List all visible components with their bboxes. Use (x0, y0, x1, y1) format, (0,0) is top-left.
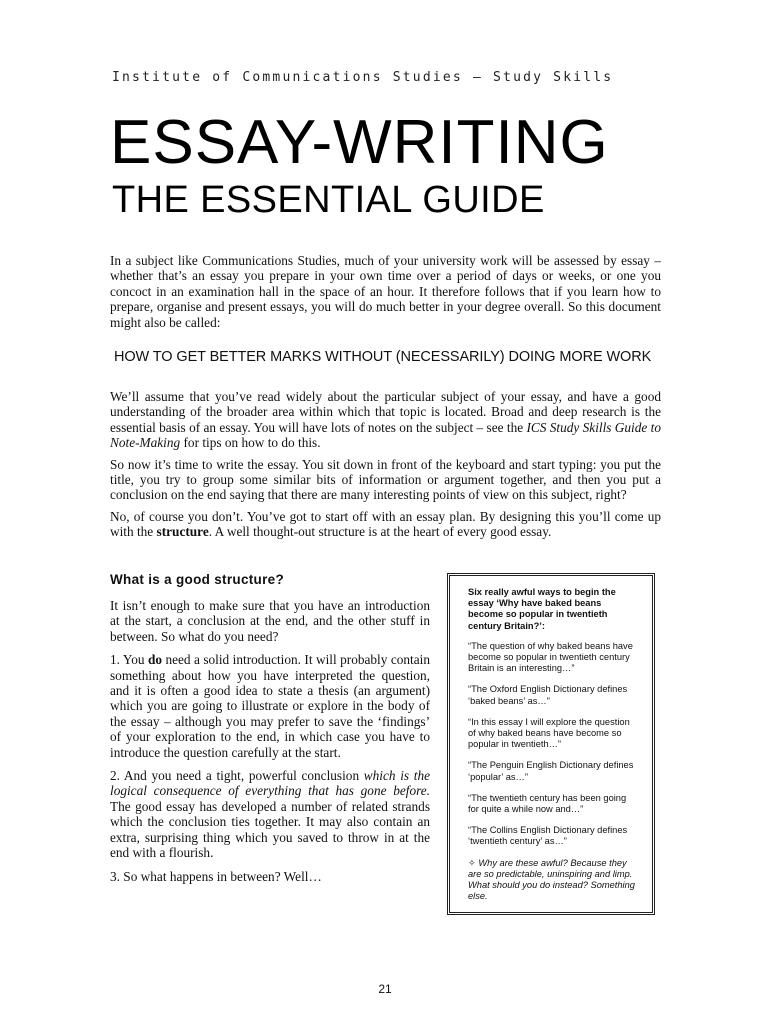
sidebar-note: ✧ Why are these awful? Because they are so predictable, uninspiring and limp. What should you do instead? Something else. (468, 857, 635, 902)
body-paragraph-1 (110, 389, 661, 451)
body-paragraph-3 (110, 509, 661, 540)
sidebar-example-5: “The twentieth century has been going for quite a while now and…” (468, 792, 627, 815)
structure-emphasis: structure (156, 524, 209, 540)
body-text (110, 389, 661, 546)
structure-section-text (110, 598, 430, 892)
sidebar-example-4: “The Penguin English Dictionary defines ‘popular’ as…” (468, 760, 634, 782)
body-paragraph-1-end: for tips on how to do this. (180, 435, 321, 451)
sidebar-title: Six really awful ways to begin the essay ‘Why have baked beans become so popular in twentieth century Britain?’: (468, 587, 616, 631)
structure-paragraph-1: It isn’t enough to make sure that you have an introduction at the start, a conclusion at the end, and the other stuff in between. So what do you need? (110, 598, 430, 644)
structure-paragraph-2-end: need a solid introduction. It will probably contain something about how you have interpreted the question, and it is often a good idea to state a thesis (an argument) which you are going to illustrate or explore in the body of the essay – although you may prefer to save the ‘findings’ of your exploration to the end, in which case you have to introduce the question carefully at the start. (110, 652, 430, 760)
structure-paragraph-3 (110, 768, 430, 860)
structure-paragraph-2-start: 1. You (110, 652, 148, 668)
sidebar-example-6: “The Collins English Dictionary defines ‘twentieth century’ as…” (468, 825, 628, 847)
document-title: ESSAY-WRITING (110, 108, 609, 177)
running-header: Institute of Communications Studies – Study Skills (112, 70, 614, 85)
structure-paragraph-3-end: The good essay has developed a number of related strands which the conclusion ties together. It may also contain an extra, surprising thing which you saved to throw in at the end with a flourish. (110, 798, 430, 861)
conclusion-emphasis: which is the logical consequence of everything that has gone before. (110, 768, 430, 799)
document-subtitle: THE ESSENTIAL GUIDE (112, 179, 545, 221)
section-heading: What is a good structure? (110, 572, 285, 587)
page-number: 21 (378, 982, 392, 996)
body-paragraph-1-text: We’ll assume that you’ve read widely about the particular subject of your essay, and have a good understanding of the broader area within which that topic is located. Broad and deep research is the essential basis of an essay. You will have lots of notes on the subject – see the (110, 389, 661, 435)
note-making-guide-reference: ICS Study Skills Guide to Note-Making (110, 419, 661, 451)
sidebar-example-3: “In this essay I will explore the question of why baked beans have become so popular in twentieth…” (468, 716, 630, 750)
sidebar-example-1: “The question of why baked beans have become so popular in twentieth century Britain is an interesting…” (468, 640, 633, 674)
structure-paragraph-2 (110, 652, 430, 760)
do-emphasis: do (147, 652, 162, 668)
body-paragraph-2: So now it’s time to write the essay. You sit down in front of the keyboard and start typing: you put the title, you try to group some similar bits of information or argument together, and then you put a conclusion on the end saying that there are many interesting points of view on this subject, right? (110, 456, 661, 503)
intro-paragraph: In a subject like Communications Studies, much of your university work will be assessed by essay – whether that’s an essay you prepare in your own time over a period of days or weeks, or one you concoct in an examination hall in the space of an hour. It therefore follows that if you learn how to prepare, organise and present essays, you will do much better in your degree overall. So this document might also be called: (110, 253, 661, 330)
alternative-title-heading: HOW TO GET BETTER MARKS WITHOUT (NECESSARILY) DOING MORE WORK (114, 349, 652, 365)
sidebar-box (447, 573, 655, 915)
body-paragraph-3-start: No, of course you don’t. You’ve got to start off with an essay plan. By designing this you’ll come up with the (110, 508, 661, 540)
structure-paragraph-3-start: 2. And you need a tight, powerful conclusion (110, 768, 364, 784)
body-paragraph-3-end: . A well thought-out structure is at the heart of every good essay. (208, 524, 552, 540)
sidebar-example-2: “The Oxford English Dictionary defines ‘baked beans’ as…” (468, 684, 628, 706)
structure-paragraph-4: 3. So what happens in between? Well… (110, 868, 322, 884)
